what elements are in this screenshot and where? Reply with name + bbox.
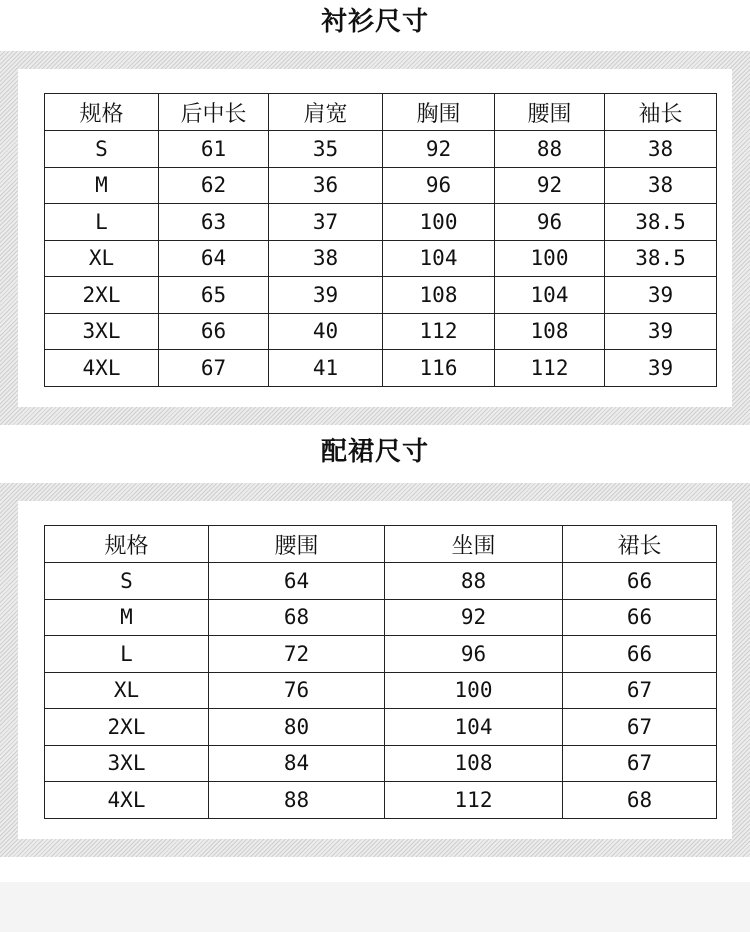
skirt-value-cell: 67 [563, 745, 717, 782]
shirt-value-cell: 63 [159, 204, 269, 241]
shirt-value-cell: 65 [159, 277, 269, 314]
skirt-table-row [45, 599, 717, 636]
shirt-value-cell: 88 [495, 131, 605, 168]
shirt-value-cell: 96 [383, 167, 495, 204]
skirt-value-cell: 67 [563, 709, 717, 746]
skirt-value-cell: 68 [209, 599, 385, 636]
skirt-size-table [44, 525, 717, 819]
shirt-value-cell: 36 [269, 167, 383, 204]
skirt-table-row [45, 672, 717, 709]
shirt-value-cell: 108 [383, 277, 495, 314]
shirt-size-cell: 3XL [45, 313, 159, 350]
shirt-value-cell: 41 [269, 350, 383, 387]
shirt-value-cell: 38.5 [605, 204, 717, 241]
skirt-column-header: 规格 [45, 526, 209, 563]
shirt-table-row [45, 167, 717, 204]
shirt-value-cell: 116 [383, 350, 495, 387]
skirt-size-cell: XL [45, 672, 209, 709]
skirt-header-row [45, 526, 717, 563]
skirt-column-header: 裙长 [563, 526, 717, 563]
skirt-table-row [45, 636, 717, 673]
shirt-value-cell: 104 [495, 277, 605, 314]
skirt-table-row [45, 563, 717, 600]
shirt-size-cell: 4XL [45, 350, 159, 387]
skirt-value-cell: 64 [209, 563, 385, 600]
shirt-table-row [45, 350, 717, 387]
shirt-size-title: 衬衫尺寸 [320, 7, 429, 37]
shirt-value-cell: 108 [495, 313, 605, 350]
skirt-size-cell: 2XL [45, 709, 209, 746]
skirt-value-cell: 108 [385, 745, 563, 782]
skirt-column-header: 腰围 [209, 526, 385, 563]
shirt-value-cell: 112 [495, 350, 605, 387]
skirt-value-cell: 72 [209, 636, 385, 673]
shirt-table-row [45, 240, 717, 277]
shirt-size-cell: M [45, 167, 159, 204]
shirt-value-cell: 37 [269, 204, 383, 241]
skirt-size-cell: S [45, 563, 209, 600]
shirt-table-row [45, 204, 717, 241]
skirt-value-cell: 100 [385, 672, 563, 709]
shirt-column-header: 肩宽 [269, 94, 383, 131]
shirt-size-cell: S [45, 131, 159, 168]
shirt-value-cell: 112 [383, 313, 495, 350]
skirt-value-cell: 66 [563, 563, 717, 600]
shirt-value-cell: 38 [269, 240, 383, 277]
skirt-value-cell: 104 [385, 709, 563, 746]
shirt-value-cell: 38.5 [605, 240, 717, 277]
skirt-value-cell: 112 [385, 782, 563, 819]
shirt-column-header: 袖长 [605, 94, 717, 131]
skirt-value-cell: 66 [563, 599, 717, 636]
skirt-column-header: 坐围 [385, 526, 563, 563]
shirt-value-cell: 38 [605, 131, 717, 168]
skirt-value-cell: 66 [563, 636, 717, 673]
shirt-value-cell: 104 [383, 240, 495, 277]
shirt-column-header: 胸围 [383, 94, 495, 131]
shirt-size-cell: XL [45, 240, 159, 277]
skirt-value-cell: 84 [209, 745, 385, 782]
skirt-value-cell: 76 [209, 672, 385, 709]
shirt-value-cell: 64 [159, 240, 269, 277]
skirt-value-cell: 92 [385, 599, 563, 636]
skirt-value-cell: 96 [385, 636, 563, 673]
shirt-value-cell: 61 [159, 131, 269, 168]
skirt-size-cell: M [45, 599, 209, 636]
skirt-table-row [45, 709, 717, 746]
shirt-value-cell: 100 [383, 204, 495, 241]
skirt-value-cell: 88 [209, 782, 385, 819]
shirt-value-cell: 100 [495, 240, 605, 277]
shirt-column-header: 规格 [45, 94, 159, 131]
shirt-value-cell: 38 [605, 167, 717, 204]
shirt-value-cell: 67 [159, 350, 269, 387]
shirt-column-header: 腰围 [495, 94, 605, 131]
skirt-size-cell: 4XL [45, 782, 209, 819]
shirt-value-cell: 66 [159, 313, 269, 350]
shirt-column-header: 后中长 [159, 94, 269, 131]
shirt-header-row [45, 94, 717, 131]
skirt-size-cell: L [45, 636, 209, 673]
skirt-table-row [45, 782, 717, 819]
shirt-value-cell: 40 [269, 313, 383, 350]
shirt-value-cell: 92 [383, 131, 495, 168]
skirt-size-cell: 3XL [45, 745, 209, 782]
skirt-table-row [45, 745, 717, 782]
shirt-value-cell: 39 [605, 350, 717, 387]
skirt-value-cell: 80 [209, 709, 385, 746]
skirt-value-cell: 67 [563, 672, 717, 709]
shirt-value-cell: 35 [269, 131, 383, 168]
bottom-band [0, 882, 750, 932]
shirt-size-cell: 2XL [45, 277, 159, 314]
skirt-value-cell: 88 [385, 563, 563, 600]
shirt-value-cell: 39 [269, 277, 383, 314]
shirt-value-cell: 39 [605, 277, 717, 314]
shirt-table-row [45, 277, 717, 314]
shirt-size-cell: L [45, 204, 159, 241]
skirt-size-title: 配裙尺寸 [320, 437, 429, 467]
shirt-value-cell: 62 [159, 167, 269, 204]
skirt-value-cell: 68 [563, 782, 717, 819]
shirt-value-cell: 92 [495, 167, 605, 204]
shirt-size-table [44, 93, 717, 387]
shirt-value-cell: 39 [605, 313, 717, 350]
shirt-table-row [45, 131, 717, 168]
shirt-value-cell: 96 [495, 204, 605, 241]
shirt-table-row [45, 313, 717, 350]
